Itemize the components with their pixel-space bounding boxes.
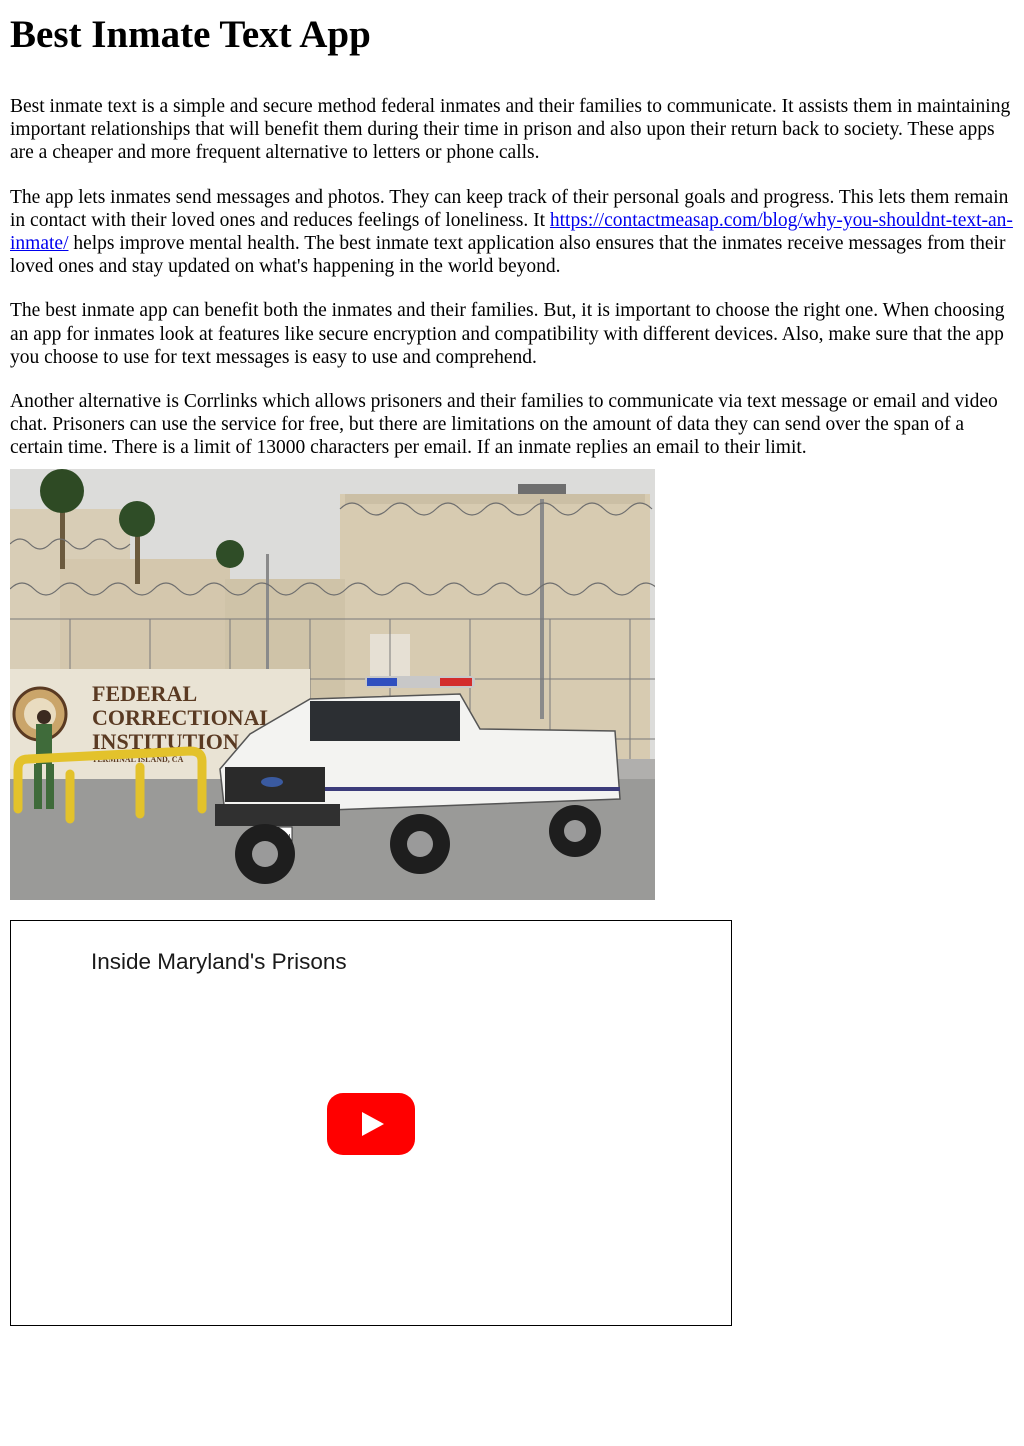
- paragraph-intro: Best inmate text is a simple and secure method federal inmates and their families to communicate. It assists them in maintaining important relationships that will benefit them during their time in prison and also upon their return back to society. These apps are a cheaper and more frequent alternative to letters or phone calls.: [10, 96, 1011, 164]
- paragraph-text: helps improve mental health. The best inmate text application also ensures that the inmates receive messages from their loved ones and stay updated on what's happening in the world beyond.: [10, 233, 1006, 278]
- sign-text-line2: CORRECTIONAL: [92, 705, 275, 730]
- paragraph-text: The app lets inmates send messages and photos. They can keep track of their personal goals and progress. This lets them remain in contact with their loved ones and reduces feelings of loneliness. It: [10, 186, 1009, 231]
- sign-text-line4: TERMINAL ISLAND, CA: [92, 755, 184, 764]
- paragraph-app-features: [10, 186, 1014, 279]
- youtube-play-icon[interactable]: [327, 1093, 415, 1155]
- contactmeasap-link[interactable]: https://contactmeasap.com/blog/why-you-shouldnt-text-an-inmate/: [10, 209, 1013, 255]
- prison-photo: [10, 469, 655, 900]
- video-embed[interactable]: [10, 920, 732, 1326]
- paragraph-corrlinks: Another alternative is Corrlinks which allows prisoners and their families to communicate via text message or email and video chat. Prisoners can use the service for free, but there are limitations on the amount of data they can send over the span of a certain time. There is a limit of 13000 characters per email. If an inmate replies an email to their limit.: [10, 391, 998, 459]
- page-title: Best Inmate Text App: [10, 13, 371, 56]
- video-title[interactable]: Inside Maryland's Prisons: [91, 949, 347, 974]
- article: [0, 0, 1024, 460]
- sign-text-line1: FEDERAL: [92, 681, 198, 706]
- paragraph-choosing: The best inmate app can benefit both the inmates and their families. But, it is important to choose the right one. When choosing an app for inmates look at features like secure encryption and compatibility with different devices. Also, make sure that the app you choose to use for text messages is easy to use and comprehend.: [10, 300, 1005, 368]
- sign-text-line3: INSTITUTION: [92, 729, 239, 754]
